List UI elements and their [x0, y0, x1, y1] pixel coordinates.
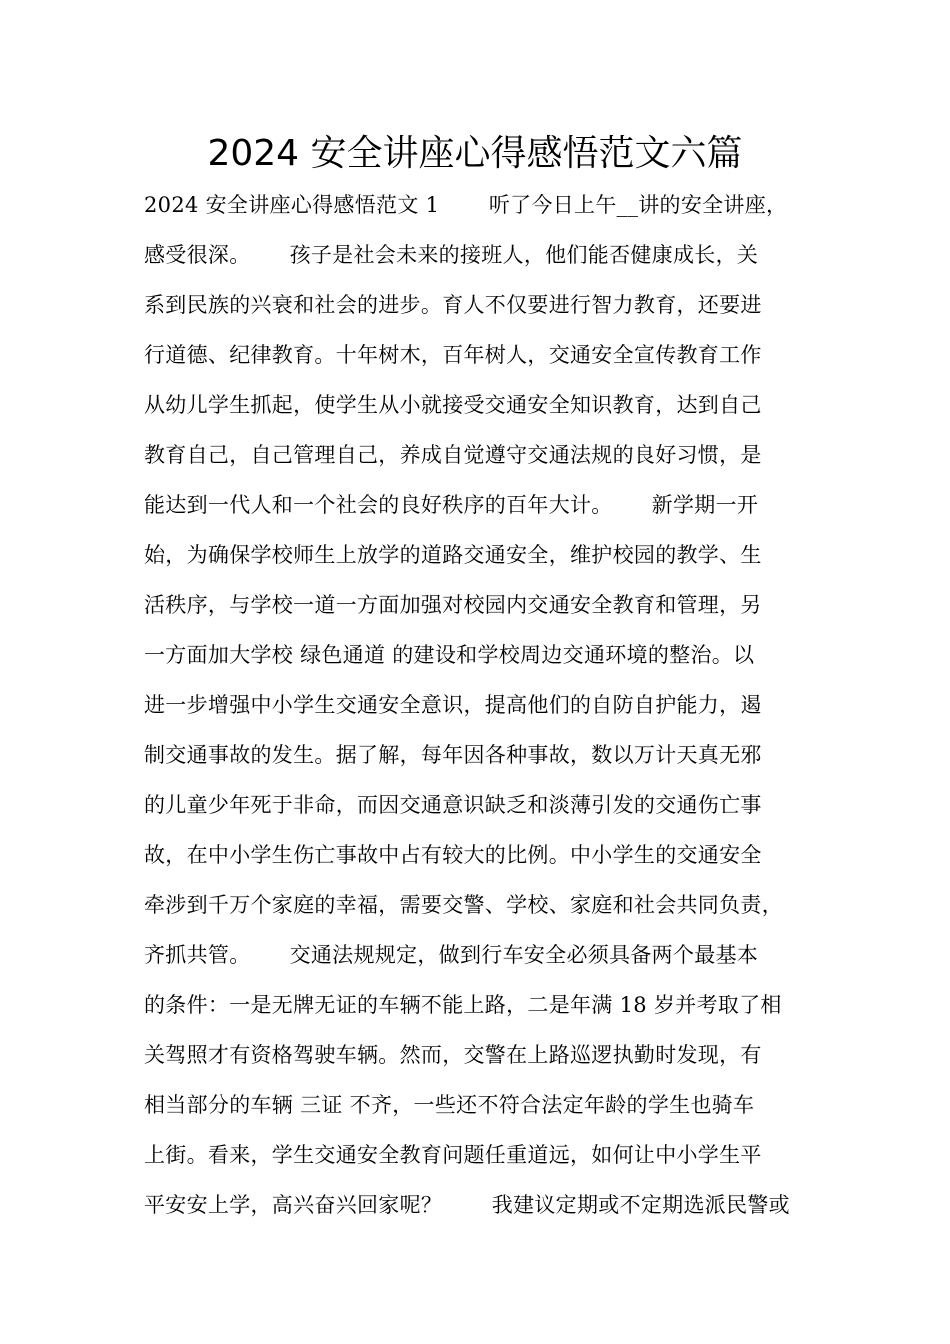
body-line: 的条件：一是无牌无证的车辆不能上路，二是年满 18 岁并考取了相	[144, 993, 782, 1017]
document-title: 2024 安全讲座心得感悟范文六篇	[207, 133, 743, 174]
body-line: 的儿童少年死于非命，而因交通意识缺乏和淡薄引发的交通伤亡事	[144, 793, 762, 817]
body-line: 系到民族的兴衰和社会的进步。育人不仅要进行智力教育，还要进	[144, 293, 762, 317]
body-line: 行道德、纪律教育。十年树木，百年树人，交通安全宣传教育工作	[144, 343, 762, 367]
body-line: 从幼儿学生抓起，使学生从小就接受交通安全知识教育，达到自己	[144, 393, 762, 417]
body-line: 感受很深。 孩子是社会未来的接班人，他们能否健康成长，关	[144, 243, 759, 267]
body-line: 相当部分的车辆 三证 不齐，一些还不符合法定年龄的学生也骑车	[144, 1093, 755, 1117]
body-line: 牵涉到千万个家庭的幸福，需要交警、学校、家庭和社会共同负责，	[144, 893, 783, 917]
body-line: 活秩序，与学校一道一方面加强对校园内交通安全教育和管理，另	[144, 593, 762, 617]
body-line: 上街。看来，学生交通安全教育问题任重道远，如何让中小学生平	[144, 1143, 762, 1167]
body-line: 故，在中小学生伤亡事故中占有较大的比例。中小学生的交通安全	[144, 843, 762, 867]
body-line: 教育自己，自己管理自己，养成自觉遵守交通法规的良好习惯，是	[144, 443, 762, 467]
body-line: 始，为确保学校师生上放学的道路交通安全，维护校园的教学、生	[144, 543, 762, 567]
body-line: 齐抓共管。 交通法规规定，做到行车安全必须具备两个最基本	[144, 943, 759, 967]
body-line: 2024 安全讲座心得感悟范文 1 听了今日上午__讲的安全讲座，	[144, 193, 788, 217]
document-body	[144, 180, 824, 1230]
body-line: 制交通事故的发生。据了解，每年因各种事故，数以万计天真无邪	[144, 743, 762, 767]
body-line: 能达到一代人和一个社会的良好秩序的百年大计。 新学期一开	[144, 493, 759, 517]
body-line: 进一步增强中小学生交通安全意识，提高他们的自防自护能力，遏	[144, 693, 762, 717]
body-line: 平安安上学，高兴奋兴回家呢？ 我建议定期或不定期选派民警或	[144, 1193, 790, 1217]
body-line: 一方面加大学校 绿色通道 的建设和学校周边交通环境的整治。以	[144, 643, 755, 667]
body-line: 关驾照才有资格驾驶车辆。然而，交警在上路巡逻执勤时发现，有	[144, 1043, 762, 1067]
